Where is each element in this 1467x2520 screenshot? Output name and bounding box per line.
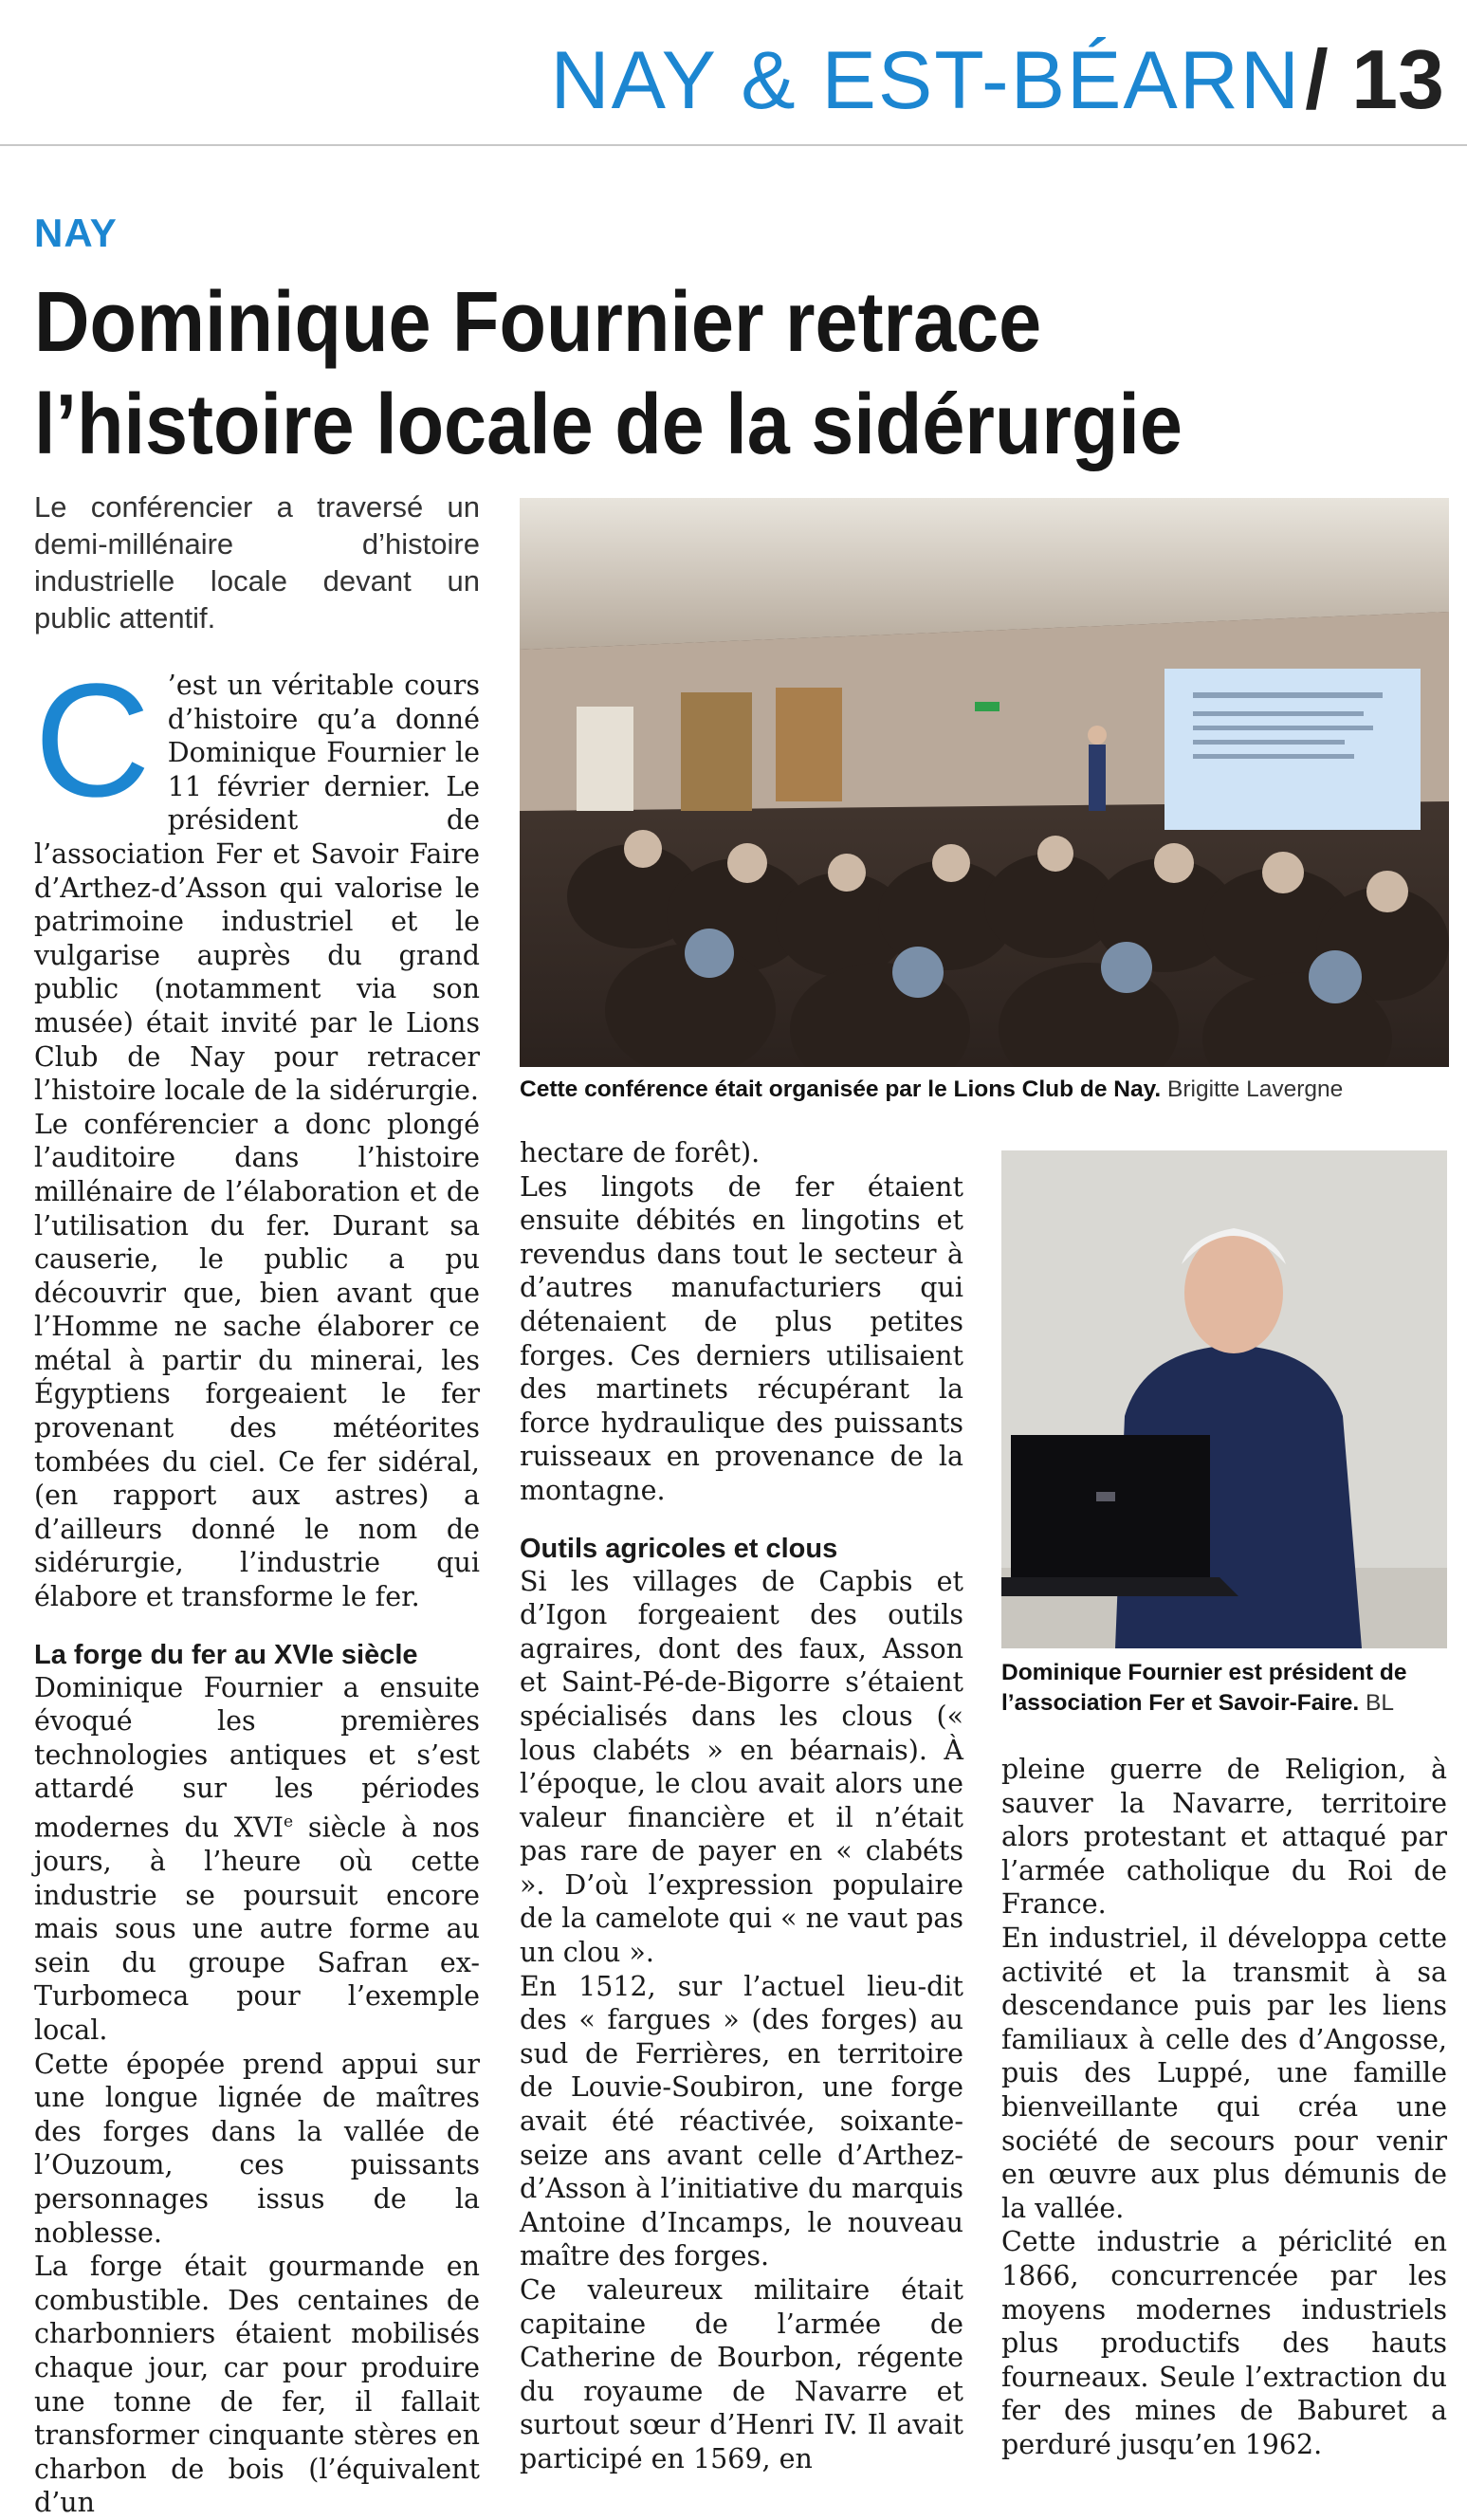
paragraph: hectare de forêt).	[520, 1137, 761, 1168]
paragraph: Dominique Fournier a ensuite évoqué les premières technologies antiques et s’est attardé sur les périodes modernes du XVIe siècle à nos jours, à l’heure où cette industrie se poursuit encore mais sous une autre forme au sein du groupe Safran ex-Turbomeca pour l’exemple local.	[34, 1671, 480, 2047]
article-column-1	[34, 488, 480, 2520]
speaker-head	[1184, 1232, 1283, 1353]
article-column-2	[520, 1136, 963, 2476]
paragraph: La forge était gourmande en combustible. Des centaines de charbonniers étaient mobilisés chaque jour, car pour produire une tonne de fer, il fallait transformer cinquante stères en charbon de bois (l’équivalent d’un	[34, 2251, 480, 2519]
paragraph: Cette épopée prend appui sur une longue lignée de maîtres des forges dans la vallée de l’Ouzoum, ces puissants personnages issus de la noblesse.	[34, 2048, 480, 2249]
article-kicker: NAY	[34, 211, 118, 255]
header-divider	[0, 144, 1467, 146]
photo-credit: Brigitte Lavergne	[1167, 1076, 1344, 1102]
subheading: Outils agricoles et clous	[520, 1533, 838, 1564]
paragraph: En 1512, sur l’actuel lieu-dit des « fargues » (des forges) au sud de Ferrières, en territoire de Louvie-Soubiron, une forge avait été réactivée, soixante-seize ans avant celle d’Arthez-d’Asson à l’initiative du marquis Antoine d’Incamps, le nouveau maître des forges.	[520, 1970, 963, 2272]
paragraph: Les lingots de fer étaient ensuite débités en lingotins et revendus dans tout le secteur à d’autres manufacturiers qui détenaient de plus petites forges. Ces derniers utilisaient des martinets récupérant la force hydraulique des puissants ruisseaux en provenance de la montagne.	[520, 1170, 963, 1506]
paragraph: C ’est un véritable cours d’histoire qu’a donné Dominique Fournier le 11 février dernier. Le président de l’association Fer et Savoir Faire d’Arthez-d’Asson qui valorise le patrimoine industriel et le vulgarise auprès du grand public (notamment via son musée) était invité par le Lions Club de Nay pour retracer l’histoire locale de la sidérurgie.	[34, 651, 480, 1107]
page-number: / 13	[1305, 32, 1444, 126]
section-title: NAY & EST-BÉARN	[550, 35, 1301, 126]
paragraph: En industriel, il développa cette activité et la transmit à sa descendance puis par les liens familiaux à celle des d’Angosse, puis des Luppé, une famille bienveillante qui créa une société de secours pour venir en œuvre aux plus démunis de la vallée.	[1001, 1922, 1447, 2224]
page-header	[0, 0, 1467, 142]
paragraph: Cette industrie a périclité en 1866, concurrencée par les moyens modernes industriels plus productifs des hauts fourneaux. Seule l’extraction du fer des mines de Baburet a perduré jusqu’en 1962.	[1001, 2226, 1447, 2460]
laptop	[1011, 1435, 1210, 1577]
paragraph: Ce valeureux militaire était capitaine de l’armée de Catherine de Bourbon, régente du royaume de Navarre et surtout sœur d’Henri IV. Il avait participé en 1569, en	[520, 2274, 963, 2474]
article-lede: Le conférencier a traversé un demi-millénaire d’histoire industrielle locale devant un public attentif.	[34, 490, 480, 635]
speaker-photo	[1001, 1150, 1447, 1648]
speaker-photo-caption: Dominique Fournier est président de l’association Fer et Savoir-Faire. BL	[1001, 1660, 1407, 1716]
conference-photo	[520, 498, 1449, 1067]
subheading: La forge du fer au XVIe siècle	[34, 1639, 418, 1670]
paragraph: Si les villages de Capbis et d’Igon forgeaient des outils agraires, dont des faux, Asson et Saint-Pé-de-Bigorre s’étaient spécialisés dans les clous (« lous clabéts » en béarnais). À l’époque, le clou avait alors une valeur financière et il n’était pas rare de payer en « clabéts ». D’où l’expression populaire de la camelote qui « ne vaut pas un clou ».	[520, 1565, 963, 1969]
paragraph: Le conférencier a donc plongé l’auditoire dans l’histoire millénaire de l’élaboration et de l’utilisation du fer. Durant sa causerie, le public a pu découvrir que, bien avant que l’Homme ne sache élaborer ce métal à partir du minerai, les Égyptiens forgeaient le fer provenant des météorites tombées du ciel. Ce fer sidéral, (en rapport aux astres) a d’ailleurs donné le nom de sidérurgie, l’industrie qui élabore et transforme le fer.	[34, 1108, 480, 1613]
article-headline: Dominique Fournier retrace l’histoire locale de la sidérurgie	[34, 275, 1183, 472]
photo-credit: BL	[1365, 1690, 1394, 1716]
article-column-3	[1001, 1753, 1447, 2461]
drop-cap: C	[34, 651, 151, 831]
speaker-photo-illustration	[1001, 1150, 1447, 1648]
conference-photo-caption: Cette conférence était organisée par le Lions Club de Nay. Brigitte Lavergne	[520, 1076, 1344, 1102]
conference-photo-illustration	[520, 498, 1449, 1067]
paragraph: pleine guerre de Religion, à sauver la Navarre, territoire alors protestant et attaqué par l’armée catholique du Roi de France.	[1001, 1754, 1447, 1921]
